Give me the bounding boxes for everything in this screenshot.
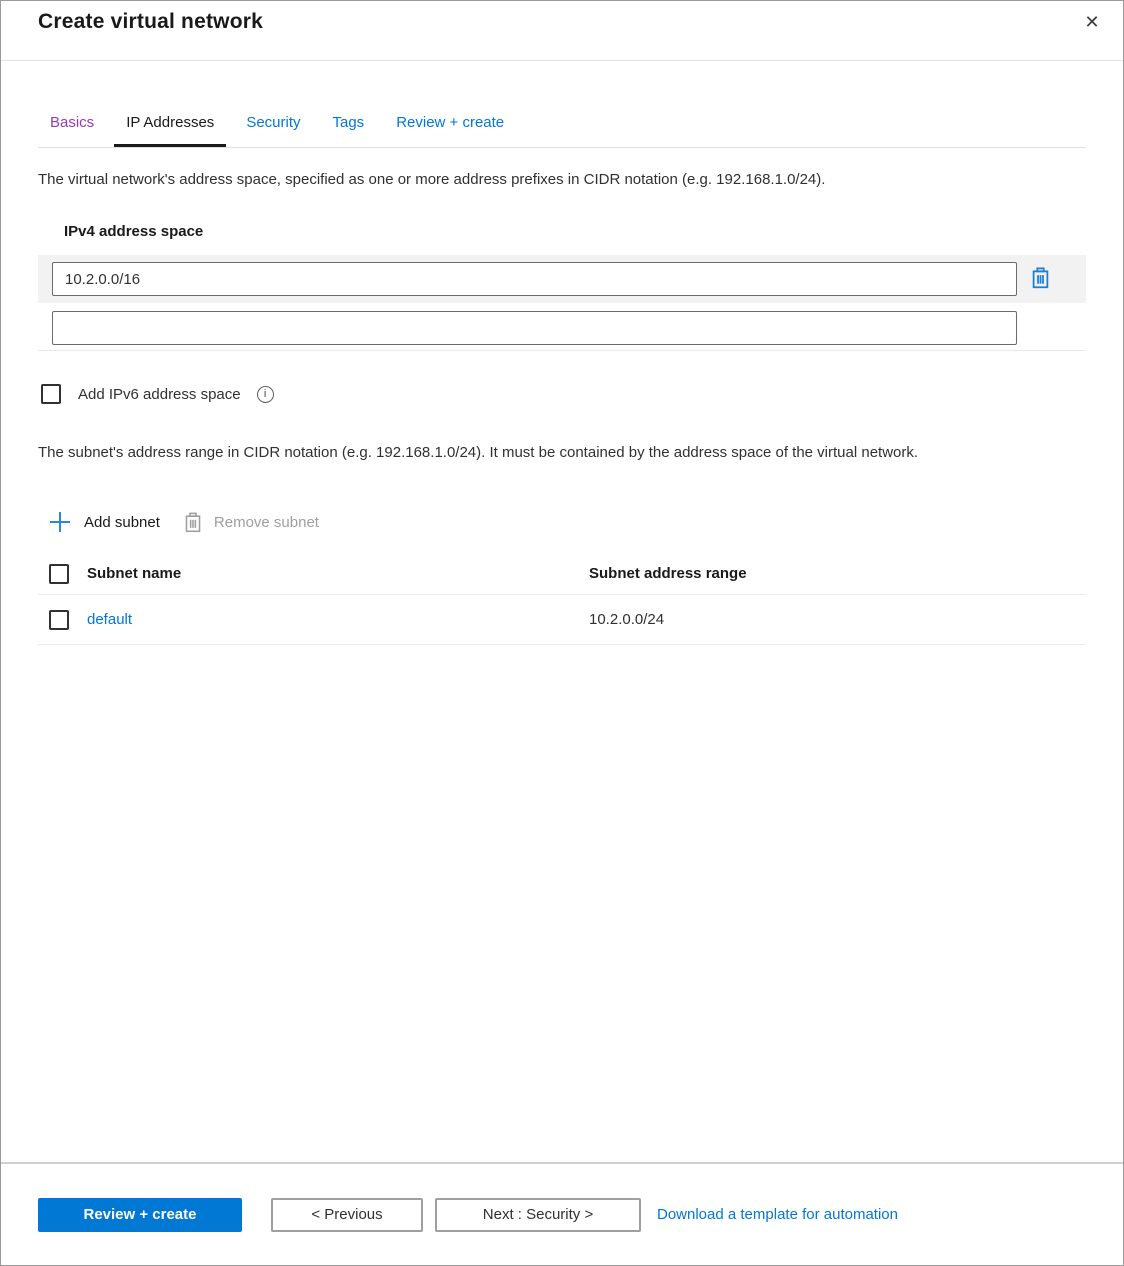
address-space-divider xyxy=(38,350,1086,351)
page-title: Create virtual network xyxy=(38,10,263,33)
row-cell-name xyxy=(38,610,589,630)
close-icon[interactable]: ✕ xyxy=(1079,9,1105,35)
ipv4-address-input[interactable] xyxy=(52,262,1017,296)
address-space-description: The virtual network's address space, specified as one or more address prefixes in CIDR notation (e.g. 192.168.1.0/24). xyxy=(38,171,826,188)
tab-basics[interactable]: Basics xyxy=(38,113,106,147)
info-icon[interactable]: i xyxy=(257,386,274,403)
row-checkbox[interactable] xyxy=(49,610,69,630)
plus-icon xyxy=(49,511,71,533)
subnet-table xyxy=(38,553,1086,645)
tab-security[interactable]: Security xyxy=(234,113,312,147)
table-row xyxy=(38,595,1086,645)
ipv4-address-row-empty xyxy=(38,310,1086,346)
subnet-name-link[interactable]: default xyxy=(87,611,133,628)
ipv4-address-input-empty[interactable] xyxy=(52,311,1017,345)
add-subnet-button[interactable] xyxy=(49,511,160,533)
trash-icon xyxy=(1031,267,1050,292)
tab-bar xyxy=(38,113,1086,148)
footer xyxy=(1,1162,1123,1265)
ipv6-checkbox-label: Add IPv6 address space xyxy=(78,385,241,403)
download-template-link[interactable]: Download a template for automation xyxy=(657,1206,898,1223)
remove-subnet-label: Remove subnet xyxy=(213,513,319,531)
add-subnet-label: Add subnet xyxy=(84,513,160,531)
review-create-button[interactable]: Review + create xyxy=(38,1198,242,1232)
previous-button[interactable]: < Previous xyxy=(271,1198,423,1232)
header-cell-name xyxy=(38,564,589,584)
panel-header xyxy=(1,1,1123,61)
ipv6-option-row xyxy=(38,384,1086,404)
subnet-address-range-value: 10.2.0.0/24 xyxy=(589,611,665,628)
delete-address-space-button[interactable] xyxy=(1031,267,1050,292)
subnet-table-header xyxy=(38,553,1086,595)
tab-tags[interactable]: Tags xyxy=(321,113,377,147)
panel-content xyxy=(1,113,1123,645)
next-button[interactable]: Next : Security > xyxy=(435,1198,641,1232)
subnet-description: The subnet's address range in CIDR notation (e.g. 192.168.1.0/24). It must be contained by the address space of the virtual network. xyxy=(38,444,919,461)
ipv4-address-space-label: IPv4 address space xyxy=(64,223,204,240)
remove-subnet-button[interactable] xyxy=(184,512,319,533)
select-all-checkbox[interactable] xyxy=(49,564,69,584)
column-header-subnet-address-range: Subnet address range xyxy=(589,565,747,582)
column-header-subnet-name: Subnet name xyxy=(87,565,182,582)
ipv4-address-row xyxy=(38,255,1086,303)
trash-icon-disabled xyxy=(184,512,202,533)
ipv6-checkbox[interactable] xyxy=(41,384,61,404)
subnet-actions xyxy=(38,511,1086,533)
tab-review-create[interactable]: Review + create xyxy=(384,113,516,147)
tab-ip-addresses[interactable]: IP Addresses xyxy=(114,113,226,147)
